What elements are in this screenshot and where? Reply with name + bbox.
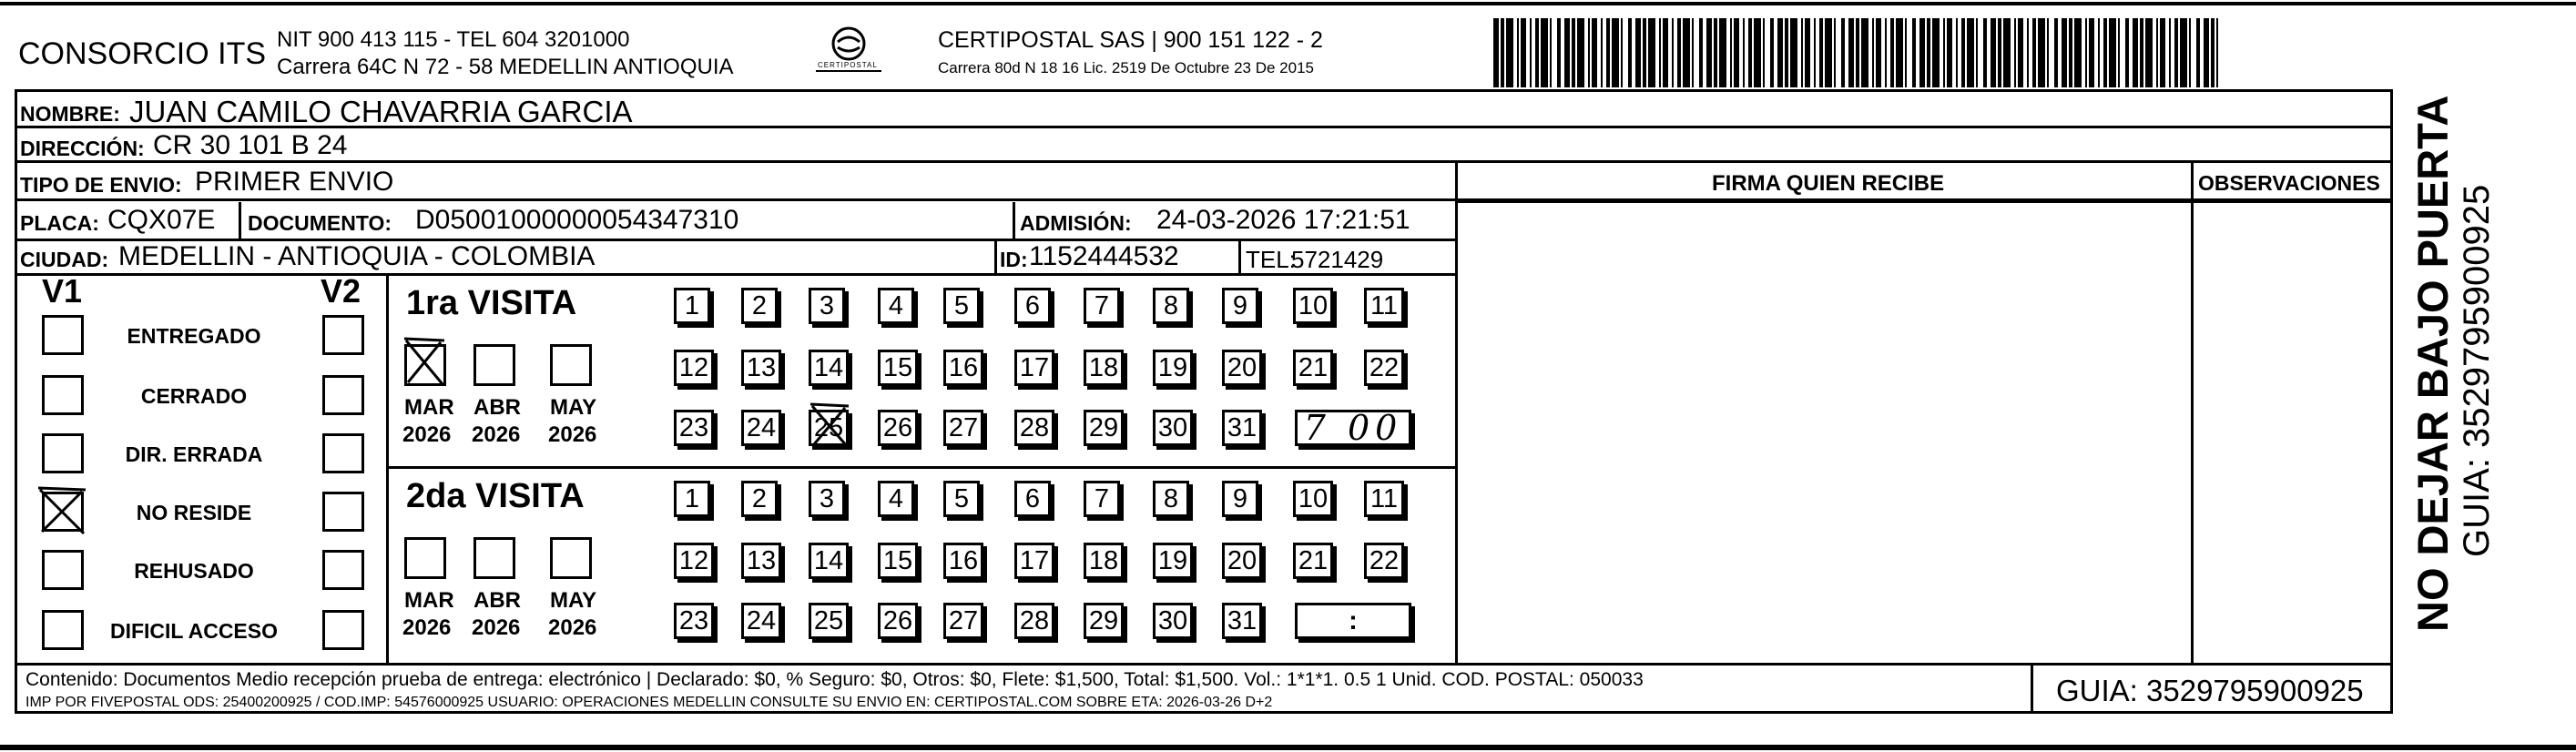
- visit-2-day-21[interactable]: 21: [1293, 543, 1333, 579]
- barcode-bar: [1991, 18, 1996, 87]
- barcode-bar: [1621, 18, 1623, 87]
- visit-1-day-15[interactable]: 15: [878, 350, 918, 386]
- barcode-bar: [1714, 18, 1717, 87]
- barcode-bar: [2032, 18, 2036, 87]
- visit-1-month-abr: ABR: [473, 395, 521, 420]
- visit-1-day-14[interactable]: 14: [809, 350, 849, 386]
- barcode-bar: [1770, 18, 1774, 87]
- documento-label: DOCUMENTO:: [248, 211, 392, 235]
- barcode-bar: [1790, 18, 1797, 87]
- visit-1-day-25[interactable]: 25: [809, 410, 849, 446]
- nombre-label: NOMBRE:: [20, 102, 120, 126]
- barcode-bar: [1734, 18, 1739, 87]
- barcode-bar: [1876, 18, 1881, 87]
- barcode-bar: [1905, 18, 1907, 87]
- visit-1-day-13[interactable]: 13: [741, 350, 781, 386]
- barcode-bar: [1983, 18, 1987, 87]
- visit-1-day-12[interactable]: 12: [674, 350, 714, 386]
- tipo-envio-value: PRIMER ENVIO: [195, 167, 394, 197]
- visit-1-day-20[interactable]: 20: [1222, 350, 1262, 386]
- visit-2-year-may: 2026: [548, 615, 597, 640]
- barcode-bar: [1834, 18, 1836, 87]
- status-label-no-reside: NO RESIDE: [136, 501, 252, 524]
- placa-label: PLACA:: [20, 211, 99, 235]
- visit-1-day-mark: [807, 402, 852, 450]
- barcode-bar: [1947, 18, 1952, 87]
- visit-2-day-11[interactable]: 11: [1364, 481, 1404, 517]
- v2-header: V2: [321, 272, 361, 310]
- visit-2-day-22[interactable]: 22: [1364, 543, 1404, 579]
- v1-check-mark: [35, 486, 89, 537]
- barcode-bar: [1754, 18, 1761, 87]
- barcode-bar: [1672, 18, 1674, 87]
- visit-2-day-30[interactable]: 30: [1153, 603, 1193, 639]
- barcode-bar: [2109, 18, 2116, 87]
- barcode-bar: [1890, 18, 1894, 87]
- barcode-bar: [1841, 18, 1845, 87]
- nombre-value: JUAN CAMILO CHAVARRIA GARCIA: [129, 95, 633, 128]
- visit-1-day-11[interactable]: 11: [1364, 288, 1404, 324]
- visit-2-day-3[interactable]: 3: [809, 481, 845, 517]
- visit-2-day-19[interactable]: 19: [1153, 543, 1193, 579]
- barcode-bar: [2103, 18, 2107, 87]
- barcode-bar: [1572, 18, 1575, 87]
- barcode-bar: [1683, 18, 1690, 87]
- barcode-bar: [2003, 18, 2011, 87]
- visit-title-1: 1ra VISITA: [406, 284, 577, 322]
- barcode-bar: [1501, 18, 1504, 87]
- visit-2-day-20[interactable]: 20: [1222, 543, 1262, 579]
- barcode-bar: [2062, 18, 2067, 87]
- visit-2-day-10[interactable]: 10: [1293, 481, 1333, 517]
- firma-header: FIRMA QUIEN RECIBE: [1712, 171, 1945, 196]
- visit-2-month-abr: ABR: [473, 588, 521, 613]
- barcode-bar: [1530, 18, 1532, 87]
- barcode-bar: [2156, 18, 2158, 87]
- visit-1-day-26[interactable]: 26: [878, 410, 918, 446]
- barcode-bar: [1919, 18, 1925, 87]
- id-value: 1152444532: [1029, 241, 1179, 271]
- barcode-bar: [1961, 18, 1965, 87]
- visit-1-month-may: MAY: [550, 395, 597, 420]
- visit-2-day-18[interactable]: 18: [1084, 543, 1124, 579]
- barcode-bar: [2074, 18, 2082, 87]
- barcode-bar: [1588, 18, 1590, 87]
- visit-1-day-9[interactable]: 9: [1222, 288, 1258, 324]
- barcode-bar: [1606, 18, 1610, 87]
- company-address: Carrera 64C N 72 - 58 MEDELLIN ANTIOQUIA: [277, 55, 734, 79]
- visit-1-month-check-mark: [401, 337, 448, 388]
- footer-guia: GUIA: 3529795900925: [2056, 674, 2364, 707]
- barcode-bar: [1730, 18, 1732, 87]
- visit-1-month-mar: MAR: [404, 395, 454, 420]
- visit-1-year-may: 2026: [548, 422, 597, 447]
- visit-2-day-8[interactable]: 8: [1153, 481, 1189, 517]
- barcode-bar: [2196, 18, 2200, 87]
- ciudad-label: CIUDAD:: [20, 248, 109, 271]
- tel-value: 5721429: [1291, 246, 1384, 273]
- barcode-bar: [1659, 18, 1661, 87]
- barcode-bar: [1692, 18, 1694, 87]
- visit-2-day-15[interactable]: 15: [878, 543, 918, 579]
- barcode-bar: [1628, 18, 1632, 87]
- barcode-bar: [1932, 18, 1940, 87]
- documento-value: D05001000000054347310: [415, 205, 739, 235]
- visit-2-day-16[interactable]: 16: [943, 543, 983, 579]
- barcode-bar: [1872, 18, 1874, 87]
- visit-2-month-box-abr[interactable]: [473, 537, 515, 579]
- barcode-bar: [1564, 18, 1570, 87]
- visit-1-day-23[interactable]: 23: [674, 410, 714, 446]
- barcode-bar: [1612, 18, 1619, 87]
- barcode-bar: [1956, 18, 1958, 87]
- visit-1-day-1[interactable]: 1: [674, 288, 710, 324]
- barcode-bar: [1648, 18, 1655, 87]
- visit-1-day-4[interactable]: 4: [878, 288, 914, 324]
- barcode-bar: [1848, 18, 1854, 87]
- visit-1-day-21[interactable]: 21: [1293, 350, 1333, 386]
- visit-1-day-18[interactable]: 18: [1084, 350, 1124, 386]
- visit-2-day-23[interactable]: 23: [674, 603, 714, 639]
- direccion-value: CR 30 101 B 24: [153, 130, 348, 160]
- barcode-bar: [2216, 18, 2218, 87]
- barcode-bar: [1601, 18, 1603, 87]
- tel-label: TEL:: [1246, 246, 1296, 273]
- visit-1-day-5[interactable]: 5: [943, 288, 980, 324]
- visit-1-month-box-may[interactable]: [550, 344, 592, 386]
- company-name: CONSORCIO ITS: [18, 36, 267, 71]
- visit-1-day-22[interactable]: 22: [1364, 350, 1404, 386]
- barcode-bar: [1976, 18, 1978, 87]
- barcode-bar: [2140, 18, 2143, 87]
- barcode-bar: [2160, 18, 2165, 87]
- v2-checkbox-dir-errada[interactable]: [322, 433, 364, 473]
- v2-checkbox-no-reside[interactable]: [322, 492, 364, 532]
- visit-1-month-box-abr[interactable]: [473, 344, 515, 386]
- visit-1-day-16[interactable]: 16: [943, 350, 983, 386]
- barcode-bar: [1927, 18, 1930, 87]
- barcode-bar: [1719, 18, 1726, 87]
- visit-2-month-box-mar[interactable]: [404, 537, 446, 579]
- visit-2-time-box[interactable]: :: [1295, 603, 1411, 639]
- visit-1-day-2[interactable]: 2: [741, 288, 778, 324]
- barcode-bar: [2180, 18, 2187, 87]
- barcode-bar: [1885, 18, 1887, 87]
- barcode-bar: [1550, 18, 1552, 87]
- footer-print-line: IMP POR FIVEPOSTAL ODS: 25400200925 / COD.IMP: 54576000925 USUARIO: OPERACIONES MEDELLIN CONSULTE SU ENVIO EN: CERTIPOSTAL.COM SOBRE ETA: 2026-03-26 D+2: [25, 695, 1273, 710]
- no-dejar-bajo-puerta: NO DEJAR BAJO PUERTA: [2408, 95, 2457, 632]
- barcode-bar: [2038, 18, 2045, 87]
- barcode-bar: [2054, 18, 2058, 87]
- visit-1-day-19[interactable]: 19: [1153, 350, 1193, 386]
- visit-1-day-28[interactable]: 28: [1014, 410, 1054, 446]
- footer-content-line: Contenido: Documentos Medio recepción prueba de entrega: electrónico | Declarado: $0, % Seguro: $0, Otros: $0, Flete: $1,500, Total: $1,500. Vol.: 1*1*1. 0.5 1 Unid. COD. POSTAL: 050033: [25, 669, 1644, 690]
- direccion-label: DIRECCIÓN:: [20, 137, 145, 160]
- observaciones-header: OBSERVACIONES: [2198, 171, 2380, 195]
- barcode-bar: [1825, 18, 1832, 87]
- admision-value: 24-03-2026 17:21:51: [1156, 205, 1410, 235]
- visit-2-day-14[interactable]: 14: [809, 543, 849, 579]
- visit-1-time-box[interactable]: 7 00: [1295, 410, 1411, 446]
- v2-checkbox-dificil-acceso[interactable]: [322, 610, 364, 650]
- visit-2-day-31[interactable]: 31: [1222, 603, 1262, 639]
- visit-2-year-abr: 2026: [472, 615, 521, 640]
- status-label-rehusado: REHUSADO: [134, 559, 254, 583]
- barcode-bar: [2089, 18, 2094, 87]
- barcode-bar: [1677, 18, 1681, 87]
- barcode-bar: [1506, 18, 1513, 87]
- barcode-bar: [2118, 18, 2120, 87]
- barcode-bar: [1706, 18, 1712, 87]
- barcode-bar: [2085, 18, 2087, 87]
- id-label: ID:: [1000, 248, 1028, 271]
- barcode-bar: [2027, 18, 2029, 87]
- barcode-bar: [1743, 18, 1745, 87]
- barcode-bar: [2204, 18, 2209, 87]
- barcode-bar: [1535, 18, 1539, 87]
- barcode-bar: [1777, 18, 1783, 87]
- barcode-bar: [2125, 18, 2129, 87]
- barcode-bar: [1763, 18, 1765, 87]
- barcode-bar: [1748, 18, 1752, 87]
- visit-2-month-mar: MAR: [404, 588, 454, 613]
- visit-2-day-24[interactable]: 24: [741, 603, 781, 639]
- visit-2-day-7[interactable]: 7: [1084, 481, 1120, 517]
- barcode-bar: [2174, 18, 2178, 87]
- v2-checkbox-rehusado[interactable]: [322, 550, 364, 590]
- visit-1-year-abr: 2026: [472, 422, 521, 447]
- barcode-bar: [2189, 18, 2191, 87]
- admision-label: ADMISIÓN:: [1020, 211, 1132, 235]
- status-label-dificil-acceso: DIFICIL ACCESO: [109, 619, 278, 643]
- barcode-bar: [1967, 18, 1974, 87]
- barcode-bar: [1521, 18, 1526, 87]
- barcode-bar: [2211, 18, 2215, 87]
- status-label-entregado: ENTREGADO: [127, 324, 261, 348]
- barcode-bar: [1699, 18, 1703, 87]
- barcode-bar: [1861, 18, 1868, 87]
- visit-2-day-29[interactable]: 29: [1084, 603, 1124, 639]
- visit-2-day-9[interactable]: 9: [1222, 481, 1258, 517]
- barcode-bar: [1663, 18, 1668, 87]
- certipostal-line2: Carrera 80d N 18 16 Lic. 2519 De Octubre 23 De 2015: [938, 59, 1314, 76]
- v2-checkbox-cerrado[interactable]: [322, 375, 364, 415]
- visit-2-month-box-may[interactable]: [550, 537, 592, 579]
- visit-1-day-29[interactable]: 29: [1084, 410, 1124, 446]
- visit-2-day-13[interactable]: 13: [741, 543, 781, 579]
- barcode-bar: [1896, 18, 1903, 87]
- barcode-bar: [1998, 18, 2001, 87]
- visit-2-day-28[interactable]: 28: [1014, 603, 1054, 639]
- visit-2-day-17[interactable]: 17: [1014, 543, 1054, 579]
- visit-1-day-30[interactable]: 30: [1153, 410, 1193, 446]
- visit-1-day-3[interactable]: 3: [809, 288, 845, 324]
- barcode-bar: [2069, 18, 2072, 87]
- visit-2-day-5[interactable]: 5: [943, 481, 980, 517]
- visit-1-day-17[interactable]: 17: [1014, 350, 1054, 386]
- barcode-bar: [2169, 18, 2171, 87]
- visit-1-day-8[interactable]: 8: [1153, 288, 1189, 324]
- barcode-bar: [1592, 18, 1597, 87]
- visit-1-day-7[interactable]: 7: [1084, 288, 1120, 324]
- barcode-bar: [1819, 18, 1823, 87]
- visit-2-month-may: MAY: [550, 588, 597, 613]
- logo-text: CERTIPOSTAL: [818, 61, 878, 69]
- v1-header: V1: [42, 272, 83, 310]
- barcode-bar: [1541, 18, 1548, 87]
- barcode-bar: [1493, 18, 1499, 87]
- visit-1-day-24[interactable]: 24: [741, 410, 781, 446]
- certipostal-logo: [812, 25, 885, 80]
- barcode-bar: [2047, 18, 2049, 87]
- barcode-bar: [1785, 18, 1788, 87]
- barcode-bar: [2133, 18, 2138, 87]
- visit-title-2: 2da VISITA: [406, 477, 585, 515]
- visit-1-day-10[interactable]: 10: [1293, 288, 1333, 324]
- visit-2-day-2[interactable]: 2: [741, 481, 778, 517]
- v2-checkbox-entregado[interactable]: [322, 315, 364, 355]
- visit-2-day-27[interactable]: 27: [943, 603, 983, 639]
- barcode-bar: [2098, 18, 2100, 87]
- barcode-bar: [1814, 18, 1816, 87]
- status-label-cerrado: CERRADO: [140, 384, 248, 408]
- barcode-bar: [1643, 18, 1646, 87]
- visit-1-day-27[interactable]: 27: [943, 410, 983, 446]
- side-guia: GUIA: 3529795900925: [2457, 184, 2497, 557]
- visit-2-day-1[interactable]: 1: [674, 481, 710, 517]
- visit-2-day-6[interactable]: 6: [1014, 481, 1051, 517]
- certipostal-line1: CERTIPOSTAL SAS | 900 151 122 - 2: [938, 27, 1323, 53]
- barcode-bar: [2014, 18, 2016, 87]
- barcode-bar: [1635, 18, 1641, 87]
- barcode: [1493, 18, 2222, 87]
- visit-1-day-31[interactable]: 31: [1222, 410, 1262, 446]
- barcode-bar: [1557, 18, 1561, 87]
- visit-1-day-6[interactable]: 6: [1014, 288, 1051, 324]
- visit-1-year-mar: 2026: [402, 422, 452, 447]
- company-nit: NIT 900 413 115 - TEL 604 3201000: [277, 27, 630, 52]
- visit-2-day-12[interactable]: 12: [674, 543, 714, 579]
- barcode-bar: [1856, 18, 1859, 87]
- barcode-bar: [1577, 18, 1584, 87]
- ciudad-value: MEDELLIN - ANTIOQUIA - COLOMBIA: [118, 241, 596, 271]
- status-label-dir-errada: DIR. ERRADA: [125, 442, 263, 466]
- barcode-bar: [2018, 18, 2023, 87]
- visit-2-year-mar: 2026: [402, 615, 452, 640]
- barcode-bar: [1912, 18, 1916, 87]
- barcode-bar: [1943, 18, 1945, 87]
- visit-2-day-26[interactable]: 26: [878, 603, 918, 639]
- visit-2-day-25[interactable]: 25: [809, 603, 849, 639]
- barcode-bar: [2145, 18, 2153, 87]
- barcode-bar: [1805, 18, 1810, 87]
- placa-value: CQX07E: [107, 205, 216, 235]
- barcode-bar: [1801, 18, 1803, 87]
- visit-2-day-4[interactable]: 4: [878, 481, 914, 517]
- barcode-bar: [1517, 18, 1519, 87]
- tipo-envio-label: TIPO DE ENVIO:: [20, 173, 182, 197]
